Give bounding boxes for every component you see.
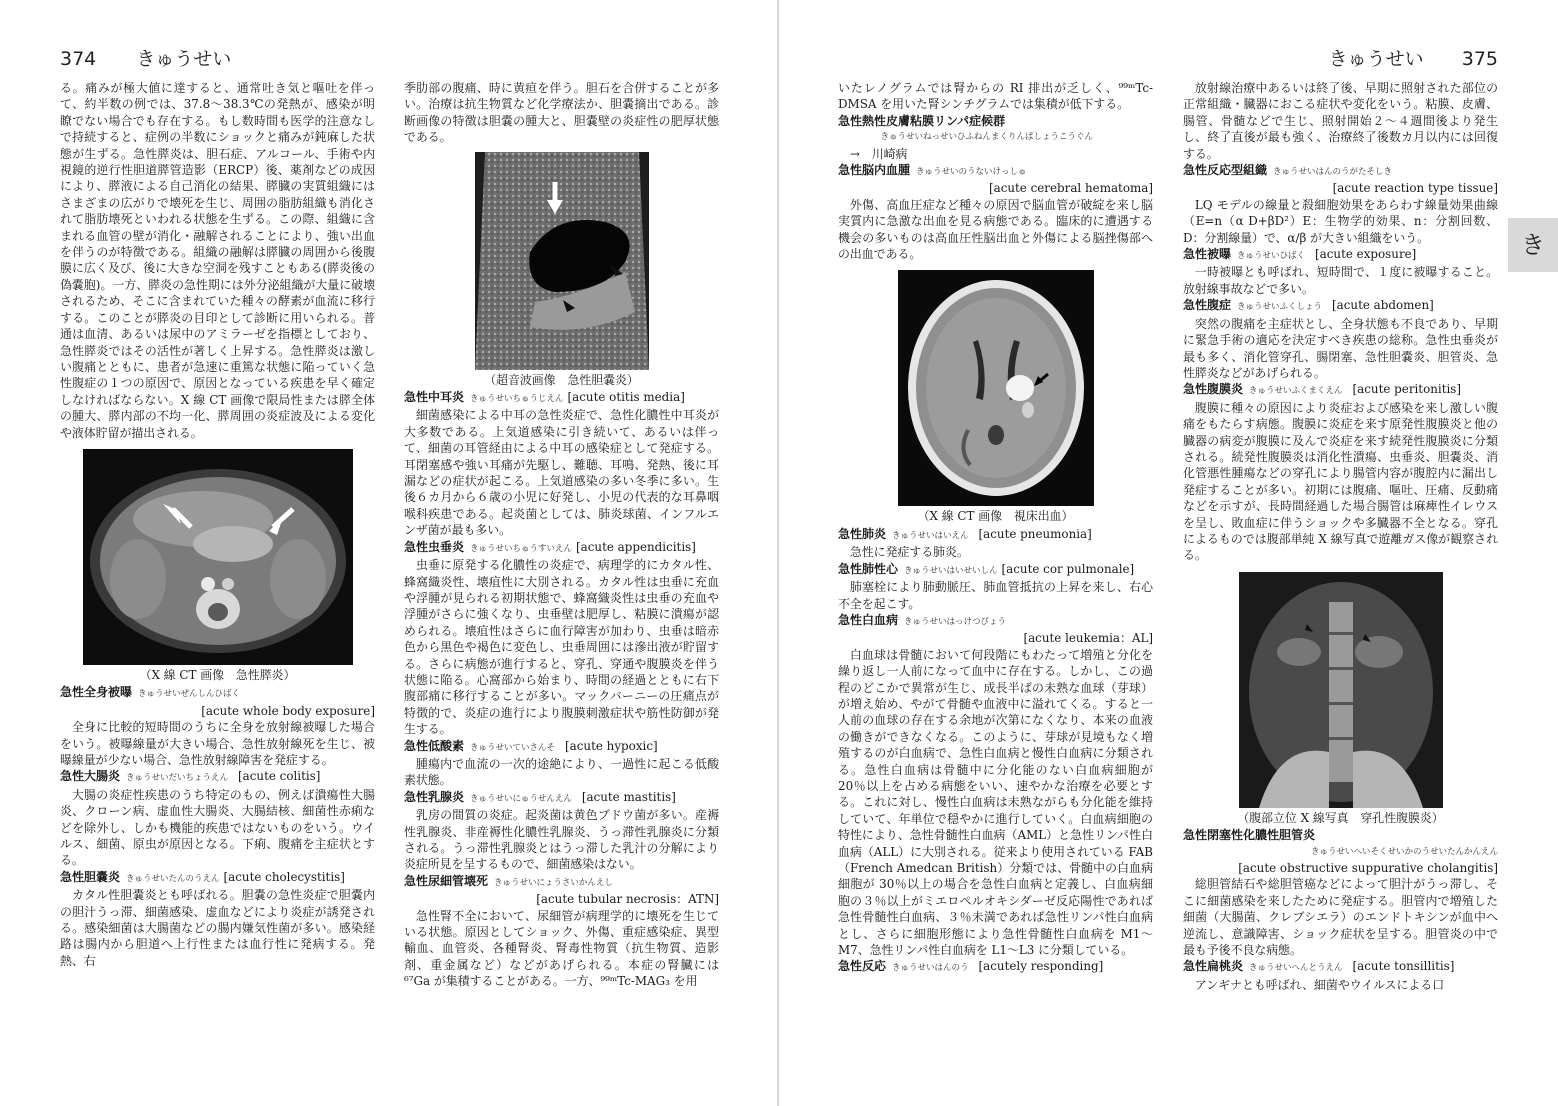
entry-headword: 急性熱性皮膚粘膜リンパ症候群 xyxy=(838,113,1006,128)
entry-reading: きゅうせいへんとうえん xyxy=(1249,963,1343,974)
ultrasound-cholecystitis-figure xyxy=(475,152,649,370)
figure-caption: （腹部立位 X 線写真 穿孔性腹膜炎） xyxy=(1237,810,1444,825)
entry-headword: 急性中耳炎 xyxy=(404,390,465,405)
entry-acute-appendicitis xyxy=(404,539,719,738)
entry-reading: きゅうせいねっせいひふねんまくりんぱしょうこうぐん xyxy=(880,132,1093,143)
entry-body: 虫垂に原発する化膿性の炎症で、病理学的にカタル性、蜂窩織炎性、壊疽性に大別される。カタル性は虫垂に充血や浮腫が見られる初期状態で、蜂窩織炎性は虫垂の充血や浮腫がさらに強くなり、虫垂壁は肥厚し、粘膜に潰瘍が認められる。壊疽性はさらに血行障害が加わり、虫垂は暗赤色から黒色や褐色に変色し、虫垂周囲には滲出液が貯留する。さらに病態が進行すると、穿孔、穿通や腹膜炎を伴う状態に陥る。心窩部から始まり、時間の経過とともに右下腹部痛に移行することが多い。マックバーニーの圧痛点が特徴的で、炎症の進行により腹膜刺激症状や筋性防御が発生する。 xyxy=(404,558,719,737)
entry-reading: きゅうせいちゅうじえん xyxy=(470,394,564,405)
left-page xyxy=(0,0,778,1106)
entry-english: [acute appendicitis] xyxy=(576,539,696,554)
entry-english: [acute otitis media] xyxy=(567,390,685,405)
figure-caption: （超音波画像 急性胆嚢炎） xyxy=(484,372,639,387)
entry-body: 一時被曝とも呼ばれ、短時間で、１度に被曝すること。放射線事故などで多い。 xyxy=(1183,265,1498,296)
entry-reading: きゅうせいにゅうせんえん xyxy=(470,793,572,804)
right-column-1 xyxy=(838,80,1153,977)
ct-pancreatitis-figure xyxy=(83,449,353,665)
ct-thalamic-hemorrhage-figure xyxy=(898,270,1094,506)
entry-acutely-responding xyxy=(838,958,1153,976)
entry-headword: 急性扁桃炎 xyxy=(1183,959,1244,974)
entry-english: [acute exposure] xyxy=(1315,247,1417,262)
entry-headword: 急性腹膜炎 xyxy=(1183,382,1244,397)
entry-reading: きゅうせいはんのう xyxy=(892,963,969,974)
entry-english: [acute cor pulmonale] xyxy=(1001,561,1135,576)
entry-headword: 急性肺炎 xyxy=(838,526,887,541)
entry-english: [acute cerebral hematoma] xyxy=(988,181,1153,196)
entry-headword: 急性反応型組織 xyxy=(1183,163,1268,178)
left-column-1 xyxy=(60,80,375,969)
entry-reading: きゅうせいへいそくせいかのうせいたんかんえん xyxy=(1310,846,1498,857)
index-tab[interactable]: き xyxy=(1508,218,1558,272)
entry-reading: きゅうせいはいせいしん xyxy=(904,565,998,576)
entry-body: 外傷、高血圧症など種々の原因で脳血管が破綻を来し脳実質内に急激な出血を見る病態である。臨床的に遭遇する機会の多いものは高血圧性脳出血と外傷による脳挫傷部への出血である。 xyxy=(838,197,1153,262)
entry-reading: きゅうせいたんのうえん xyxy=(126,873,220,884)
entry-english: [acute whole body exposure] xyxy=(201,703,375,718)
entry-acute-hypoxic xyxy=(404,738,719,789)
entry-acute-tonsillitis xyxy=(1183,958,1498,993)
entry-acute-colitis xyxy=(60,768,375,868)
ct-head-image xyxy=(898,270,1094,506)
entry-kawasaki xyxy=(838,113,1153,162)
entry-body: 腹膜に種々の原因により炎症および感染を来し激しい腹痛をもたらす病態。腹膜に炎症を来す原発性腹膜炎と他の臓器の病変が腹膜に及んで炎症を来す続発性腹膜炎に分類される。続発性腹膜炎は消化性潰瘍、虫垂炎、胆嚢炎、消化管悪性腫瘍などの穿孔により腸管内容が腹腔内に漏出し発症することが多い。初期には腹痛、嘔吐、圧痛、反動痛などを示すが、長時間経過した場合腸管は麻痺性イレウスを呈し、敗血症に伴うショックや多臓器不全となる。穿孔によるものでは腹部単純 X 線写真で遊離ガス像が観察される。 xyxy=(1183,400,1498,563)
entry-reading: きゅうせいはんのうがたそしき xyxy=(1273,167,1393,178)
left-page-header xyxy=(60,44,231,71)
entry-body: 肺塞栓により肺動脈圧、肺血管抵抗の上昇を来し、右心不全を起こす。 xyxy=(838,580,1153,611)
figure-caption: （X 線 CT 画像 視床出血） xyxy=(917,509,1074,524)
right-column-2 xyxy=(1183,80,1498,993)
left-header-title: きゅうせい xyxy=(136,48,232,70)
entry-headword: 急性大腸炎 xyxy=(60,769,121,784)
entry-headword: 急性脳内血腫 xyxy=(838,163,911,178)
entry-headword: 急性閉塞性化膿性胆管炎 xyxy=(1183,828,1316,843)
entry-body: 白血球は骨髄において何段階にもわたって増殖と分化を繰り返し一人前になって血中に存在する。しかし、この過程のどこかで異常が生じ、成長半ばの未熟な血球（芽球）が増え始め、やがて骨髄や血液中に溢れてくる。すると一人前の血球の存在する余地が次第になくなり、本来の血液の働きができなくなる。このように、芽球が見境もなく増殖するのが白血病で、急性白血病と慢性白血病に分類される。急性白血病は骨髄中に分化能のない白血病細胞が 20％以上を占める病態をいい、速やかな治療を必要とする。これに対し、慢性白血病は未熟ながらも分化能を維持していて、年単位で穏やかに進行していく。白血病細胞の特性により、急性骨髄性白血病（AML）と急性リンパ性白血病（ALL）に大別される。従来より使用されている FAB（French Amedcan British）分類では、骨髄中の白血病細胞が 30％以上の場合を急性白血病と定義し、白血病細胞の３％以上がミエロペルオキシダーゼ反応陽性であれば急性骨髄性白血病、３％未満であれば急性リンパ性白血病とし、さらに細胞形態により急性骨髄性白血病を M1～M7、急性リンパ性白血病を L1～L3 に分類している。 xyxy=(838,647,1153,958)
entry-body: 細菌感染による中耳の急性炎症で、急性化膿性中耳炎が大多数である。上気道感染に引き続いて、あるいは伴って、細菌の耳管経由による中耳の感染症として発症する。耳閉塞感や強い耳痛が先駆し、難聴、耳鳴、発熱、後に耳漏などの症状が起こる。上気道感染の多い冬季に多い。生後６カ月から６歳の小児に好発し、小児の代表的な耳鼻咽喉科疾患である。起炎菌としては、肺炎球菌、インフルエンザ菌が最も多い。 xyxy=(404,408,719,538)
entry-headword: 急性乳腺炎 xyxy=(404,789,465,804)
entry-cross-reference[interactable]: → 川崎病 xyxy=(849,146,908,161)
entry-acute-tubular-necrosis xyxy=(404,873,719,990)
entry-acute-leukemia xyxy=(838,612,1153,959)
entry-reading: きゅうせいふくまくえん xyxy=(1249,386,1343,397)
entry-headword: 急性腹症 xyxy=(1183,298,1232,313)
entry-acute-reaction-type-tissue xyxy=(1183,162,1498,246)
entry-body: 乳房の間質の炎症。起炎菌は黄色ブドウ菌が多い。産褥性乳腺炎、非産褥性化膿性乳腺炎、うっ滞性乳腺炎に分類される。うっ滞性乳腺炎とはうっ滞した乳汁の分解により炎症所見を呈するもので、細菌感染はない。 xyxy=(404,808,719,872)
entry-acute-cholecystitis xyxy=(60,869,375,969)
entry-english: [acute peritonitis] xyxy=(1352,382,1462,397)
entry-body: 腫瘍内で血流の一次的途絶により、一過性に起こる低酸素状態。 xyxy=(404,756,719,788)
entry-reading: きゅうせいのうないけっしゅ xyxy=(916,167,1027,178)
entry-acute-pneumonia xyxy=(838,526,1153,561)
entry-body: カタル性胆嚢炎とも呼ばれる。胆嚢の急性炎症で胆嚢内の胆汁うっ滞、細菌感染、虚血などにより炎症が誘発される。感染細菌は大腸菌などの腸内嫌気性菌が多い。感染経路は腸内から胆道へ上行性または血行性に発病する。発熱、右 xyxy=(60,888,375,968)
entry-english: [acutely responding] xyxy=(978,959,1104,974)
entry-english: [acute pneumonia] xyxy=(978,526,1092,541)
figure-caption: （X 線 CT 画像 急性膵炎） xyxy=(139,667,296,682)
entry-body: 急性腎不全において、尿細管が病理学的に壊死を生じている状態。原因としてショック、外傷、重症感染症、異型輸血、血管炎、各種腎炎、腎毒性物質（抗生物質、造影剤、重金属など）などがあげられる。本症の腎臓には ⁶⁷Ga が集積することがある。一方、⁹⁹ᵐTc-MAG₃ を用 xyxy=(404,908,719,989)
entry-headword: 急性胆嚢炎 xyxy=(60,869,121,884)
right-page-number: 375 xyxy=(1461,48,1498,70)
entry-acute-exposure xyxy=(1183,246,1498,297)
entry-body: 総胆管結石や総胆管癌などによって胆汁がうっ滞し、そこに細菌感染を来したために発症する。胆管内で増殖した細菌（大腸菌、クレブシエラ）のエンドトキシンが血中へ逆流し、意識障害、ショック症状を呈する。胆管炎の中で最も予後不良な病態。 xyxy=(1183,877,1498,958)
entry-reading: きゅうせいはいえん xyxy=(892,530,969,541)
entry-headword: 急性虫垂炎 xyxy=(404,539,465,554)
entry-acute-abdomen xyxy=(1183,297,1498,381)
paragraph: 季肋部の腹痛、時に黄疸を伴う。胆石を合併することが多い。治療は抗生物質など化学療法か、胆嚢摘出である。診断画像の特徴は胆嚢の腫大と、胆嚢壁の炎症性の肥厚状態である。 xyxy=(404,81,719,145)
entry-headword: 急性被曝 xyxy=(1183,247,1232,262)
entry-english: [acute abdomen] xyxy=(1332,298,1434,313)
entry-headword: 急性肺性心 xyxy=(838,561,899,576)
entry-reading: きゅうせいていさんそ xyxy=(470,742,556,753)
entry-reading: きゅうせいにょうさいかんえし xyxy=(494,877,613,888)
entry-body: 全身に比較的短時間のうちに全身を放射線被曝した場合をいう。被曝線量が大きい場合、急性放射線死を生じ、被曝線量が少ない場合、急性放射線障害を発症する。 xyxy=(60,720,375,767)
entry-english: [acute reaction type tissue] xyxy=(1332,181,1498,196)
entry-body: 突然の腹痛を主症状とし、全身状態も不良であり、早期に緊急手術の適応を決定すべき疾患の総称。急性虫垂炎が最も多く、消化管穿孔、腸閉塞、急性胆嚢炎、胆管炎、急性膵炎などがあげられる。 xyxy=(1183,316,1498,380)
paragraph: いたレノグラムでは腎からの RI 排出が乏しく、⁹⁹ᵐTc-DMSA を用いた腎シンチグラムでは集積が低下する。 xyxy=(838,81,1153,112)
entry-reading: きゅうせいだいちょうえん xyxy=(126,773,229,784)
entry-acute-otitis-media xyxy=(404,389,719,539)
entry-english: [acute hypoxic] xyxy=(565,738,658,753)
entry-reading: きゅうせいひばく xyxy=(1237,251,1306,262)
entry-english: [acute colitis] xyxy=(238,769,321,784)
entry-headword: 急性全身被曝 xyxy=(60,685,133,700)
entry-headword: 急性白血病 xyxy=(838,612,899,627)
entry-reading: きゅうせいふくしょう xyxy=(1237,302,1323,313)
paragraph: る。痛みが極大値に達すると、通常吐き気と嘔吐を伴って、約半数の例では、37.8～38.3℃の発熱が、感染が明瞭でない場合でも存在する。もし数時間も医学的注意なしで持続すると、症例の半数にショックと痛みが鈍麻した状態が生ずる。急性膵炎は、胆石症、アルコール、手術や内視鏡的逆行性胆道膵管造影（ERCP）後、薬剤などの成因により、膵液による自己消化の結果、膵臓の実質組織にはさまざまの広がりで壊死を生じ、周囲の脂肪組織も消化されて脂肪壊死といわれる状態を生ずる。この際、組織に含まれる血管の壁が消化・融解されることにより、強い出血を伴うのが特徴である。組織の融解は膵臓の周囲から後腹膜に広く及び、後に大きな空洞を残すこともある(膵炎後の偽嚢胞)。一方、膵炎の急性期には外分泌組織が大量に破壊されるため、そこに含まれていた種々の酵素が血流に移行する。このことが膵炎の目印として診断に用いられる。普通は血清、あるいは尿中のアミラーゼを指標としており、急性膵炎ではその活性が著しく上昇する。急性膵炎は激しい腹痛とともに、患者が急速に重篤な状態に陥っていく急性腹症の１つの原因で、原因となっている疾患を早く確定しなければならない。X 線 CT 画像で限局性または膵全体の腫大、膵内部の不均一化、膵周囲の炎症波及による変化や液体貯留が描出される。 xyxy=(60,81,375,440)
entry-acute-cor-pulmonale xyxy=(838,561,1153,612)
entry-reading: きゅうせいはっけつびょう xyxy=(904,616,1007,627)
entry-english: [acute cholecystitis] xyxy=(223,869,345,884)
entry-acute-cerebral-hematoma xyxy=(838,162,1153,262)
entry-headword: 急性反応 xyxy=(838,959,887,974)
paragraph: 放射線治療中あるいは終了後、早期に照射された部位の正常組織・臓器におこる症状や変化をいう。粘膜、皮膚、腸管、骨髄などで生じ、照射開始２～４週間後より発生し、終了直後が最も強く、治療終了後数カ月以内には回復する。 xyxy=(1183,81,1498,161)
entry-english: [acute tubular necrosis：ATN] xyxy=(536,892,719,907)
right-page-header xyxy=(1329,44,1498,71)
entry-body: 大腸の炎症性疾患のうち特定のもの、例えば潰瘍性大腸炎、クローン病、虚血性大腸炎、大腸結核、細菌性赤痢などを除外し、しかも機能的疾患ではないものをいう。ウイルス、細菌、原虫が原因となる。下痢、腹痛を主症状とする。 xyxy=(60,787,375,868)
entry-headword: 急性低酸素 xyxy=(404,738,465,753)
entry-acute-whole-body-exposure xyxy=(60,684,375,768)
right-header-title: きゅうせい xyxy=(1328,48,1424,70)
entry-body: アンギナとも呼ばれ、細菌やウイルスによる口 xyxy=(1194,977,1445,992)
entry-english: [acute leukemia：AL] xyxy=(1023,631,1153,646)
entry-english: [acute mastitis] xyxy=(581,789,676,804)
entry-body: 急性に発症する肺炎。 xyxy=(849,545,969,560)
entry-aosc xyxy=(1183,827,1498,958)
ultrasound-image xyxy=(475,152,649,370)
right-page xyxy=(779,0,1558,1106)
entry-reading: きゅうせいぜんしんひばく xyxy=(138,689,241,700)
entry-body: LQ モデルの線量と殺細胞効果をあらわす線量効果曲線（E=n（α D+βD²）E：生物学的効果、n：分割回数、D：分割線量）で、α/β が大きい組織をいう。 xyxy=(1183,197,1498,245)
entry-acute-mastitis xyxy=(404,789,719,873)
entry-english: [acute tonsillitis] xyxy=(1352,959,1455,974)
entry-english: [acute obstructive suppurative cholangitis] xyxy=(1238,861,1498,875)
ct-abdomen-image xyxy=(83,449,353,665)
entry-acute-peritonitis xyxy=(1183,381,1498,563)
left-page-number: 374 xyxy=(60,48,97,70)
entry-headword: 急性尿細管壊死 xyxy=(404,873,489,888)
left-column-2 xyxy=(404,80,719,990)
entry-reading: きゅうせいちゅうすいえん xyxy=(470,543,573,554)
abdominal-xray-image xyxy=(1239,572,1443,808)
xray-peritonitis-figure xyxy=(1239,572,1443,808)
